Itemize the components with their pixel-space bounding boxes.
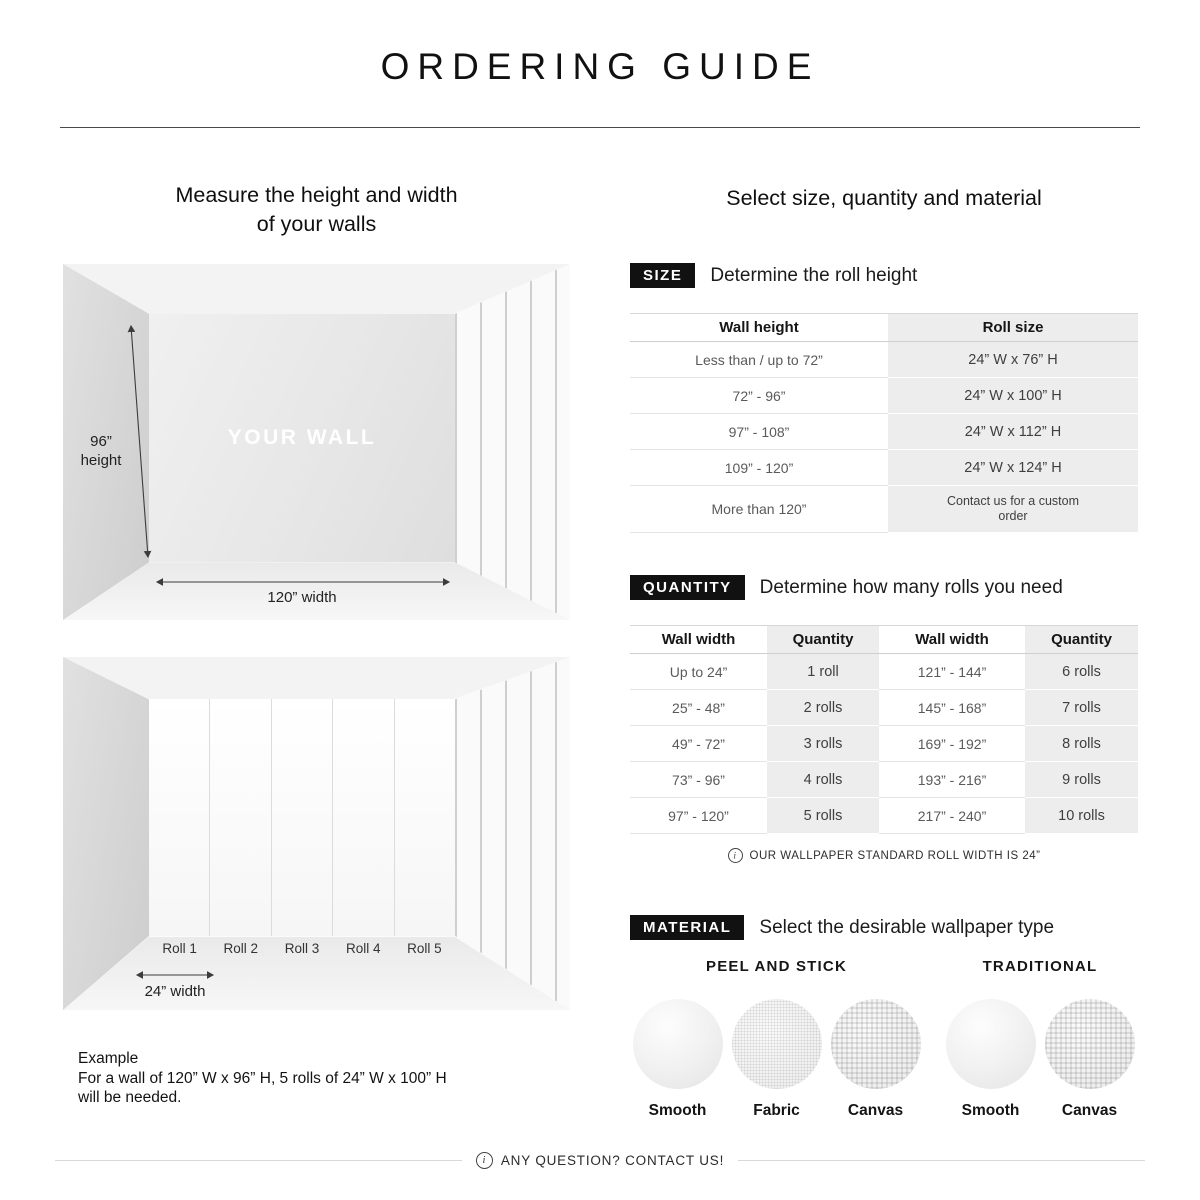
wall-width-cell: 217” - 240” — [879, 798, 1025, 834]
roll-width-label: 24” width — [144, 983, 206, 1000]
size-table-row — [630, 342, 1138, 378]
size-table-row — [630, 378, 1138, 414]
size-table — [630, 313, 1138, 533]
example-line2: will be needed. — [78, 1089, 182, 1106]
roll-panel — [272, 699, 333, 936]
example-line1: For a wall of 120” W x 96” H, 5 rolls of 24” W x 100” H — [78, 1069, 447, 1087]
roll-size-cell: 24” W x 124” H — [888, 450, 1138, 486]
footer — [0, 1152, 1200, 1169]
wall-width-cell: 97” - 120” — [630, 798, 767, 834]
footer-contact-text: ANY QUESTION? CONTACT US! — [500, 1153, 725, 1168]
room-illustration-rolls — [63, 657, 570, 1010]
material-group-title: PEEL AND STICK — [706, 958, 847, 975]
roll-panel — [210, 699, 271, 936]
smooth-texture-swatch-icon — [633, 999, 723, 1089]
material-option-label: Fabric — [753, 1102, 800, 1119]
size-badge: SIZE — [630, 263, 695, 288]
material-group-title: TRADITIONAL — [982, 958, 1098, 975]
measure-heading-line1: Measure the height and width — [175, 183, 458, 207]
wall-width-cell: 145” - 168” — [879, 690, 1025, 726]
custom-order-note: Contact us for a custom order — [946, 494, 1079, 523]
wall-width-cell: 193” - 216” — [879, 762, 1025, 798]
material-option-smooth — [630, 999, 725, 1120]
footer-line-right — [738, 1160, 1145, 1161]
example-title: Example — [78, 1050, 139, 1067]
quantity-cell: 6 rolls — [1025, 654, 1138, 690]
quantity-cell: 5 rolls — [767, 798, 879, 834]
material-section-head — [630, 915, 1138, 940]
roll-label: Roll 4 — [345, 941, 381, 956]
page-title: ORDERING GUIDE — [380, 46, 820, 87]
canvas-texture-swatch-icon — [1045, 999, 1135, 1089]
room-window — [455, 264, 570, 620]
quantity-cell: 8 rolls — [1025, 726, 1138, 762]
material-groups — [630, 958, 1138, 1120]
quantity-cell: 10 rolls — [1025, 798, 1138, 834]
material-option-canvas — [1042, 999, 1137, 1120]
quantity-subtitle: Determine how many rolls you need — [759, 576, 1063, 598]
footer-contact — [476, 1152, 724, 1169]
qty-col-wall-width: Wall width — [630, 625, 767, 654]
material-option-label: Canvas — [847, 1102, 904, 1119]
canvas-texture-swatch-icon — [831, 999, 921, 1089]
material-option-smooth — [943, 999, 1038, 1120]
material-subtitle: Select the desirable wallpaper type — [759, 916, 1055, 938]
wall-height-value: 96” — [90, 433, 112, 450]
fabric-texture-swatch-icon — [732, 999, 822, 1089]
quantity-table — [630, 625, 1138, 834]
quantity-cell: 7 rolls — [1025, 690, 1138, 726]
quantity-cell: 1 roll — [767, 654, 879, 690]
room-illustration-your-wall — [63, 264, 570, 620]
quantity-cell: 9 rolls — [1025, 762, 1138, 798]
quantity-table-row — [630, 726, 1138, 762]
roll-panel — [149, 699, 210, 936]
your-wall-label: YOUR WALL — [227, 426, 377, 449]
qty-col-wall-width: Wall width — [879, 625, 1025, 654]
wall-height-cell: More than 120” — [630, 486, 888, 533]
size-table-row — [630, 486, 1138, 533]
wall-height-cell: 72” - 96” — [630, 378, 888, 414]
wall-width-cell: 25” - 48” — [630, 690, 767, 726]
quantity-table-row — [630, 654, 1138, 690]
material-option-label: Smooth — [961, 1102, 1020, 1119]
material-group-traditional — [943, 958, 1137, 1120]
roll-size-cell: 24” W x 112” H — [888, 414, 1138, 450]
roll-label: Roll 2 — [223, 941, 259, 956]
roll-width-note — [630, 848, 1138, 863]
wall-height-cell: Less than / up to 72” — [630, 342, 888, 378]
quantity-table-row — [630, 798, 1138, 834]
quantity-table-row — [630, 690, 1138, 726]
size-table-row — [630, 450, 1138, 486]
wall-width-cell: Up to 24” — [630, 654, 767, 690]
qty-col-quantity: Quantity — [1025, 625, 1138, 654]
qty-col-quantity: Quantity — [767, 625, 879, 654]
example-note — [78, 1049, 548, 1108]
size-table-header — [630, 313, 1138, 342]
roll-size-cell: 24” W x 76” H — [888, 342, 1138, 378]
measure-heading — [63, 181, 570, 239]
roll-panel — [333, 699, 394, 936]
quantity-badge: QUANTITY — [630, 575, 745, 600]
quantity-cell: 2 rolls — [767, 690, 879, 726]
wall-width-cell: 169” - 192” — [879, 726, 1025, 762]
size-section-head — [630, 263, 1138, 288]
material-option-canvas — [828, 999, 923, 1120]
title-divider — [60, 127, 1140, 128]
roll-width-note-text: OUR WALLPAPER STANDARD ROLL WIDTH IS 24” — [749, 849, 1041, 862]
wall-height-cell: 109” - 120” — [630, 450, 888, 486]
roll-size-cell: 24” W x 100” H — [888, 378, 1138, 414]
wall-width-cell: 49” - 72” — [630, 726, 767, 762]
wall-height-label — [71, 432, 131, 470]
material-group-peel-and-stick — [630, 958, 923, 1120]
select-heading: Select size, quantity and material — [726, 186, 1042, 210]
info-icon — [728, 848, 743, 863]
size-table-row — [630, 414, 1138, 450]
smooth-texture-swatch-icon — [946, 999, 1036, 1089]
footer-line-left — [55, 1160, 462, 1161]
roll-size-cell — [888, 486, 1138, 533]
wall-width-cell: 73” - 96” — [630, 762, 767, 798]
roll-labels — [149, 941, 455, 956]
measure-heading-line2: of your walls — [256, 212, 377, 236]
material-option-fabric — [729, 999, 824, 1120]
wallpaper-roll-panels — [149, 699, 455, 936]
roll-label: Roll 3 — [284, 941, 320, 956]
size-col-roll-size: Roll size — [888, 313, 1138, 342]
material-option-label: Canvas — [1061, 1102, 1118, 1119]
info-icon — [476, 1152, 493, 1169]
quantity-cell: 3 rolls — [767, 726, 879, 762]
quantity-cell: 4 rolls — [767, 762, 879, 798]
wall-width-cell: 121” - 144” — [879, 654, 1025, 690]
roll-panel — [395, 699, 455, 936]
roll-label: Roll 5 — [407, 941, 442, 956]
size-subtitle: Determine the roll height — [710, 264, 918, 286]
wall-height-word: height — [80, 452, 122, 469]
quantity-section-head — [630, 575, 1138, 600]
wall-width-label: 120” width — [267, 589, 337, 606]
wall-height-cell: 97” - 108” — [630, 414, 888, 450]
quantity-table-row — [630, 762, 1138, 798]
material-badge: MATERIAL — [630, 915, 744, 940]
quantity-table-header — [630, 625, 1138, 654]
size-col-wall-height: Wall height — [630, 313, 888, 342]
material-option-label: Smooth — [648, 1102, 707, 1119]
roll-label: Roll 1 — [162, 941, 197, 956]
